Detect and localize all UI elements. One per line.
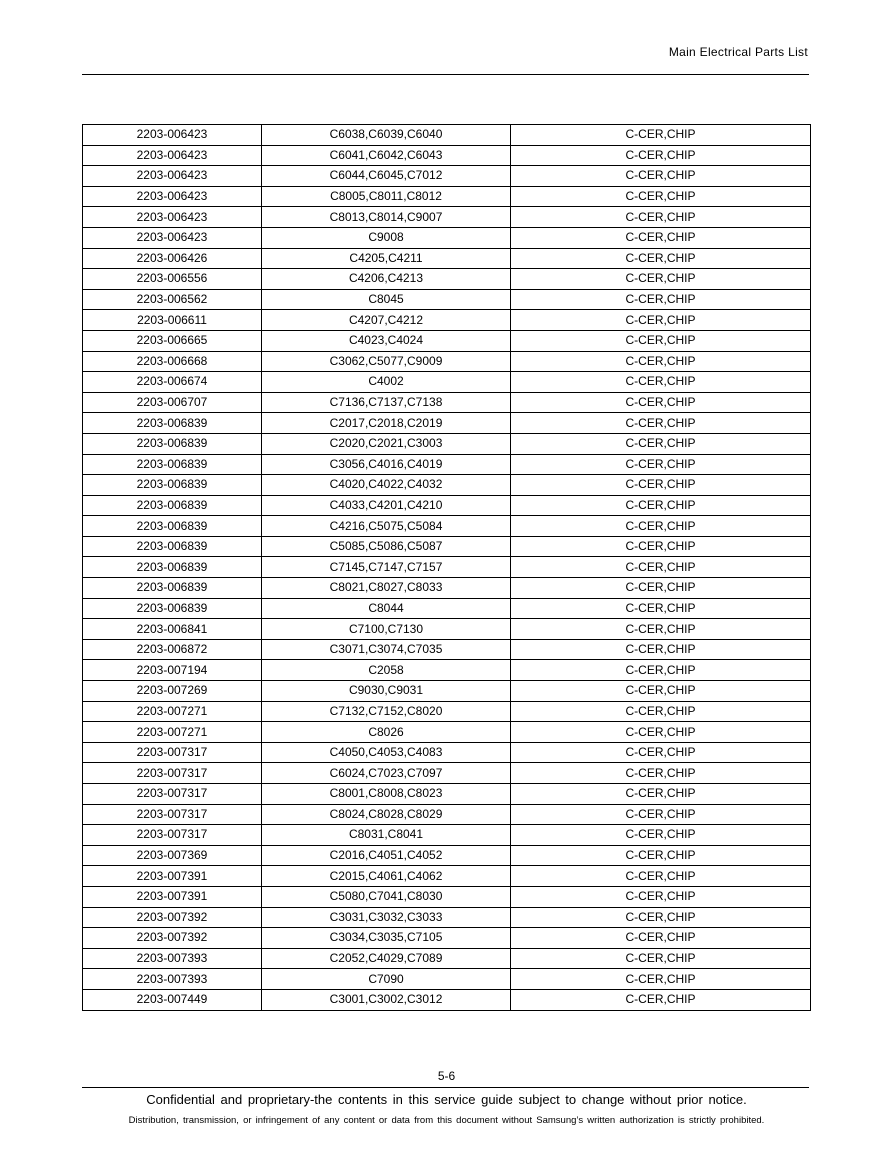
description-cell: C-CER,CHIP	[511, 289, 811, 310]
location-cell: C5085,C5086,C5087	[262, 536, 511, 557]
table-row	[83, 742, 811, 763]
description-cell: C-CER,CHIP	[511, 825, 811, 846]
table-row	[83, 227, 811, 248]
table-row	[83, 989, 811, 1010]
description-cell: C-CER,CHIP	[511, 784, 811, 805]
table-row	[83, 289, 811, 310]
table-row	[83, 866, 811, 887]
part-code-cell: 2203-006668	[83, 351, 262, 372]
description-cell: C-CER,CHIP	[511, 660, 811, 681]
table-row	[83, 598, 811, 619]
table-row	[83, 516, 811, 537]
part-code-cell: 2203-006423	[83, 125, 262, 146]
part-code-cell: 2203-007317	[83, 763, 262, 784]
description-cell: C-CER,CHIP	[511, 392, 811, 413]
location-cell: C2015,C4061,C4062	[262, 866, 511, 887]
location-cell: C4050,C4053,C4083	[262, 742, 511, 763]
footer-divider	[82, 1087, 809, 1088]
description-cell: C-CER,CHIP	[511, 413, 811, 434]
description-cell: C-CER,CHIP	[511, 269, 811, 290]
description-cell: C-CER,CHIP	[511, 845, 811, 866]
location-cell: C3062,C5077,C9009	[262, 351, 511, 372]
location-cell: C8044	[262, 598, 511, 619]
table-row	[83, 907, 811, 928]
description-cell: C-CER,CHIP	[511, 372, 811, 393]
confidential-notice: Confidential and proprietary-the contents in this service guide subject to change without prior notice.	[146, 1092, 747, 1107]
table-row	[83, 557, 811, 578]
header-divider	[82, 74, 809, 75]
part-code-cell: 2203-007271	[83, 701, 262, 722]
description-cell: C-CER,CHIP	[511, 907, 811, 928]
location-cell: C3071,C3074,C7035	[262, 639, 511, 660]
table-row	[83, 639, 811, 660]
description-cell: C-CER,CHIP	[511, 125, 811, 146]
description-cell: C-CER,CHIP	[511, 186, 811, 207]
part-code-cell: 2203-007449	[83, 989, 262, 1010]
table-row	[83, 269, 811, 290]
description-cell: C-CER,CHIP	[511, 145, 811, 166]
part-code-cell: 2203-007393	[83, 948, 262, 969]
location-cell: C7090	[262, 969, 511, 990]
description-cell: C-CER,CHIP	[511, 351, 811, 372]
location-cell: C3031,C3032,C3033	[262, 907, 511, 928]
location-cell: C4002	[262, 372, 511, 393]
location-cell: C8045	[262, 289, 511, 310]
table-row	[83, 454, 811, 475]
part-code-cell: 2203-006841	[83, 619, 262, 640]
table-row	[83, 413, 811, 434]
table-row	[83, 784, 811, 805]
parts-table	[82, 124, 811, 1011]
description-cell: C-CER,CHIP	[511, 454, 811, 475]
part-code-cell: 2203-007369	[83, 845, 262, 866]
location-cell: C2016,C4051,C4052	[262, 845, 511, 866]
location-cell: C3034,C3035,C7105	[262, 928, 511, 949]
location-cell: C4033,C4201,C4210	[262, 495, 511, 516]
table-row	[83, 310, 811, 331]
part-code-cell: 2203-006423	[83, 186, 262, 207]
description-cell: C-CER,CHIP	[511, 495, 811, 516]
part-code-cell: 2203-007317	[83, 784, 262, 805]
location-cell: C6041,C6042,C6043	[262, 145, 511, 166]
table-row	[83, 701, 811, 722]
location-cell: C2017,C2018,C2019	[262, 413, 511, 434]
description-cell: C-CER,CHIP	[511, 928, 811, 949]
location-cell: C6044,C6045,C7012	[262, 166, 511, 187]
description-cell: C-CER,CHIP	[511, 516, 811, 537]
location-cell: C4207,C4212	[262, 310, 511, 331]
table-row	[83, 886, 811, 907]
location-cell: C2058	[262, 660, 511, 681]
part-code-cell: 2203-006839	[83, 536, 262, 557]
table-row	[83, 207, 811, 228]
table-row	[83, 536, 811, 557]
part-code-cell: 2203-006423	[83, 227, 262, 248]
part-code-cell: 2203-006423	[83, 166, 262, 187]
description-cell: C-CER,CHIP	[511, 969, 811, 990]
distribution-notice: Distribution, transmission, or infringement of any content or data from this document without Samsung’s written authorization is strictly prohibited.	[128, 1115, 765, 1126]
description-cell: C-CER,CHIP	[511, 598, 811, 619]
description-cell: C-CER,CHIP	[511, 166, 811, 187]
part-code-cell: 2203-007317	[83, 825, 262, 846]
table-row	[83, 495, 811, 516]
page-header-title: Main Electrical Parts List	[668, 45, 808, 59]
location-cell: C6024,C7023,C7097	[262, 763, 511, 784]
location-cell: C8021,C8027,C8033	[262, 578, 511, 599]
part-code-cell: 2203-006556	[83, 269, 262, 290]
table-row	[83, 681, 811, 702]
location-cell: C6038,C6039,C6040	[262, 125, 511, 146]
table-row	[83, 763, 811, 784]
table-row	[83, 248, 811, 269]
description-cell: C-CER,CHIP	[511, 681, 811, 702]
table-row	[83, 928, 811, 949]
description-cell: C-CER,CHIP	[511, 227, 811, 248]
table-row	[83, 330, 811, 351]
description-cell: C-CER,CHIP	[511, 619, 811, 640]
description-cell: C-CER,CHIP	[511, 722, 811, 743]
description-cell: C-CER,CHIP	[511, 557, 811, 578]
part-code-cell: 2203-006423	[83, 145, 262, 166]
location-cell: C8024,C8028,C8029	[262, 804, 511, 825]
part-code-cell: 2203-007391	[83, 866, 262, 887]
description-cell: C-CER,CHIP	[511, 310, 811, 331]
description-cell: C-CER,CHIP	[511, 886, 811, 907]
table-row	[83, 351, 811, 372]
location-cell: C8026	[262, 722, 511, 743]
part-code-cell: 2203-006872	[83, 639, 262, 660]
part-code-cell: 2203-007317	[83, 742, 262, 763]
table-row	[83, 660, 811, 681]
page-number: 5-6	[437, 1069, 456, 1083]
location-cell: C3001,C3002,C3012	[262, 989, 511, 1010]
part-code-cell: 2203-006839	[83, 516, 262, 537]
location-cell: C3056,C4016,C4019	[262, 454, 511, 475]
parts-table-body	[83, 125, 811, 1011]
table-row	[83, 475, 811, 496]
location-cell: C8031,C8041	[262, 825, 511, 846]
table-row	[83, 145, 811, 166]
table-row	[83, 948, 811, 969]
description-cell: C-CER,CHIP	[511, 475, 811, 496]
table-row	[83, 825, 811, 846]
description-cell: C-CER,CHIP	[511, 948, 811, 969]
location-cell: C4020,C4022,C4032	[262, 475, 511, 496]
part-code-cell: 2203-006426	[83, 248, 262, 269]
location-cell: C4216,C5075,C5084	[262, 516, 511, 537]
part-code-cell: 2203-006839	[83, 578, 262, 599]
location-cell: C7132,C7152,C8020	[262, 701, 511, 722]
table-row	[83, 845, 811, 866]
table-row	[83, 186, 811, 207]
part-code-cell: 2203-006839	[83, 433, 262, 454]
location-cell: C9008	[262, 227, 511, 248]
table-row	[83, 392, 811, 413]
location-cell: C8013,C8014,C9007	[262, 207, 511, 228]
part-code-cell: 2203-006839	[83, 495, 262, 516]
part-code-cell: 2203-006839	[83, 475, 262, 496]
description-cell: C-CER,CHIP	[511, 536, 811, 557]
part-code-cell: 2203-006839	[83, 454, 262, 475]
table-row	[83, 166, 811, 187]
part-code-cell: 2203-007269	[83, 681, 262, 702]
part-code-cell: 2203-006839	[83, 413, 262, 434]
location-cell: C2020,C2021,C3003	[262, 433, 511, 454]
location-cell: C4023,C4024	[262, 330, 511, 351]
location-cell: C8001,C8008,C8023	[262, 784, 511, 805]
table-row	[83, 722, 811, 743]
part-code-cell: 2203-007271	[83, 722, 262, 743]
part-code-cell: 2203-006707	[83, 392, 262, 413]
description-cell: C-CER,CHIP	[511, 763, 811, 784]
location-cell: C4206,C4213	[262, 269, 511, 290]
part-code-cell: 2203-007317	[83, 804, 262, 825]
part-code-cell: 2203-006839	[83, 598, 262, 619]
part-code-cell: 2203-006674	[83, 372, 262, 393]
part-code-cell: 2203-007393	[83, 969, 262, 990]
location-cell: C2052,C4029,C7089	[262, 948, 511, 969]
table-row	[83, 372, 811, 393]
description-cell: C-CER,CHIP	[511, 433, 811, 454]
description-cell: C-CER,CHIP	[511, 701, 811, 722]
description-cell: C-CER,CHIP	[511, 742, 811, 763]
part-code-cell: 2203-007392	[83, 928, 262, 949]
part-code-cell: 2203-007391	[83, 886, 262, 907]
description-cell: C-CER,CHIP	[511, 207, 811, 228]
part-code-cell: 2203-006611	[83, 310, 262, 331]
part-code-cell: 2203-007194	[83, 660, 262, 681]
table-row	[83, 969, 811, 990]
part-code-cell: 2203-006839	[83, 557, 262, 578]
part-code-cell: 2203-006562	[83, 289, 262, 310]
description-cell: C-CER,CHIP	[511, 578, 811, 599]
table-row	[83, 619, 811, 640]
part-code-cell: 2203-006423	[83, 207, 262, 228]
location-cell: C5080,C7041,C8030	[262, 886, 511, 907]
location-cell: C7145,C7147,C7157	[262, 557, 511, 578]
table-row	[83, 578, 811, 599]
table-row	[83, 433, 811, 454]
description-cell: C-CER,CHIP	[511, 804, 811, 825]
description-cell: C-CER,CHIP	[511, 639, 811, 660]
description-cell: C-CER,CHIP	[511, 330, 811, 351]
table-row	[83, 125, 811, 146]
description-cell: C-CER,CHIP	[511, 989, 811, 1010]
description-cell: C-CER,CHIP	[511, 248, 811, 269]
location-cell: C7136,C7137,C7138	[262, 392, 511, 413]
location-cell: C9030,C9031	[262, 681, 511, 702]
part-code-cell: 2203-006665	[83, 330, 262, 351]
description-cell: C-CER,CHIP	[511, 866, 811, 887]
part-code-cell: 2203-007392	[83, 907, 262, 928]
location-cell: C7100,C7130	[262, 619, 511, 640]
table-row	[83, 804, 811, 825]
location-cell: C4205,C4211	[262, 248, 511, 269]
location-cell: C8005,C8011,C8012	[262, 186, 511, 207]
